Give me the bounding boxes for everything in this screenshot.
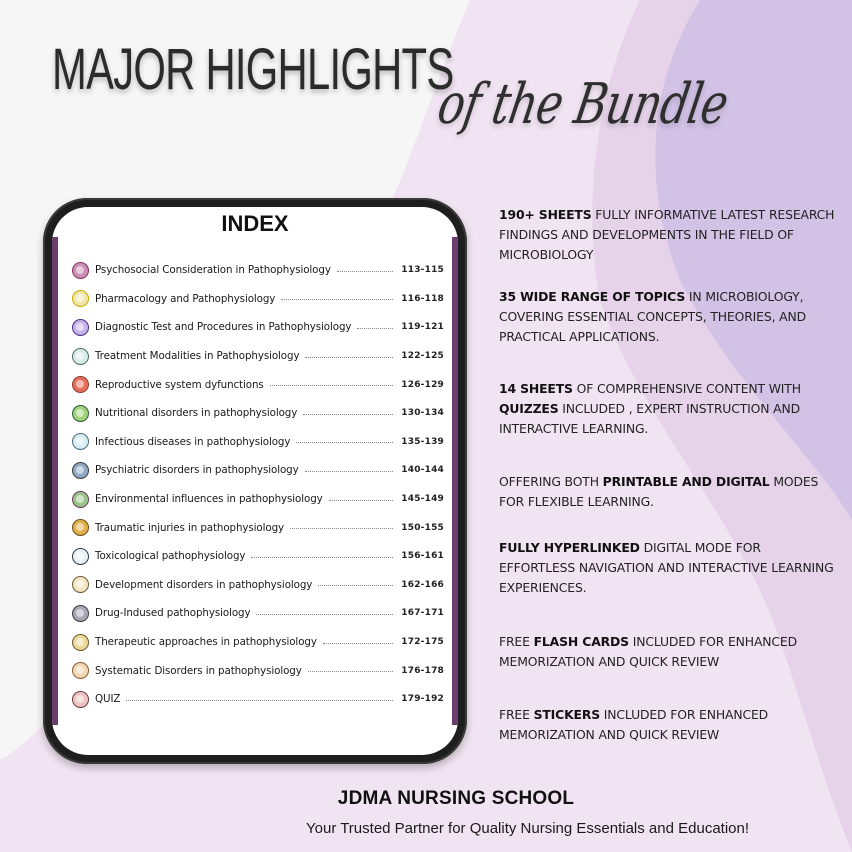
psychosocial-icon — [72, 262, 89, 279]
index-item[interactable] — [72, 313, 444, 342]
index-item[interactable] — [72, 285, 444, 314]
index-item-pages: 179-192 — [401, 694, 444, 705]
dot-leader — [251, 557, 393, 558]
highlight-emphasis: FULLY HYPERLINKED — [499, 540, 640, 555]
highlight-text: IN MICROBIOLOGY, COVERING ESSENTIAL CONCEPTS, THEORIES, AND PRACTICAL APPLICATIONS. — [499, 289, 806, 344]
index-item-pages: 167-171 — [401, 608, 444, 619]
index-item-pages: 176-178 — [401, 665, 444, 676]
index-item-label: Toxicological pathophysiology — [95, 550, 246, 563]
page-title: MAJOR HIGHLIGHTS — [52, 37, 454, 102]
index-item-label: Pharmacology and Pathophysiology — [95, 292, 276, 305]
highlight-text: FREE — [499, 634, 534, 649]
index-item[interactable] — [72, 370, 444, 399]
dot-leader — [318, 585, 393, 586]
index-item-pages: 126-129 — [401, 379, 444, 390]
highlight-emphasis: STICKERS — [533, 707, 601, 722]
index-item-pages: 150-155 — [401, 522, 444, 533]
index-item-label: Drug-Indused pathophysiology — [95, 607, 251, 620]
index-item-label: Psychiatric disorders in pathophysiology — [95, 464, 299, 477]
page-subtitle: of the Bundle — [433, 72, 733, 137]
index-item[interactable] — [72, 256, 444, 285]
dot-leader — [270, 385, 394, 386]
index-item-label: Treatment Modalities in Pathophysiology — [95, 350, 300, 363]
index-item[interactable] — [72, 599, 444, 628]
index-item-label: Psychosocial Consideration in Pathophysiology — [95, 264, 331, 277]
environmental-icon — [72, 491, 89, 508]
highlight-item — [499, 205, 839, 264]
index-item[interactable] — [72, 628, 444, 657]
highlight-text: MODES FOR FLEXIBLE LEARNING. — [499, 474, 819, 509]
systematic-icon — [72, 662, 89, 679]
dot-leader — [296, 442, 393, 443]
tablet-screen — [52, 207, 458, 755]
index-item-pages: 119-121 — [401, 322, 444, 333]
diagnostic-icon — [72, 319, 89, 336]
dot-leader — [357, 328, 393, 329]
index-item-pages: 130-134 — [401, 408, 444, 419]
screen-accent-right — [452, 237, 458, 725]
quiz-icon — [72, 691, 89, 708]
highlight-emphasis: 14 SHEETS — [499, 381, 573, 396]
highlight-text: FREE — [499, 707, 534, 722]
dot-leader — [303, 414, 393, 415]
index-item[interactable] — [72, 342, 444, 371]
index-item-label: QUIZ — [95, 693, 121, 706]
tablet-frame — [43, 198, 467, 764]
index-item[interactable] — [72, 656, 444, 685]
index-item-pages: 140-144 — [401, 465, 444, 476]
dot-leader — [305, 357, 393, 358]
highlight-text: OF COMPREHENSIVE CONTENT WITH — [572, 381, 801, 396]
toxicology-icon — [72, 548, 89, 565]
highlight-emphasis: FLASH CARDS — [533, 634, 629, 649]
highlight-text: INCLUDED , EXPERT INSTRUCTION AND INTERACTIVE LEARNING. — [499, 400, 800, 436]
treatment-icon — [72, 348, 89, 365]
index-item-pages: 116-118 — [401, 293, 444, 304]
index-item[interactable] — [72, 542, 444, 571]
index-item[interactable] — [72, 456, 444, 485]
dot-leader — [337, 271, 393, 272]
index-item-pages: 145-149 — [401, 494, 444, 505]
index-item-label: Reproductive system dyfunctions — [95, 378, 264, 391]
index-item-label: Infectious diseases in pathophysiology — [95, 435, 291, 448]
brand-name: JDMA NURSING SCHOOL — [337, 788, 575, 809]
index-item-label: Diagnostic Test and Procedures in Pathophysiology — [95, 321, 352, 334]
highlight-item — [499, 472, 839, 512]
highlight-item — [499, 538, 839, 597]
index-item-pages: 122-125 — [401, 351, 444, 362]
pharmacology-icon — [72, 290, 89, 307]
index-item-pages: 135-139 — [401, 436, 444, 447]
dot-leader — [126, 700, 393, 701]
highlight-item — [499, 705, 839, 745]
psychiatric-icon — [72, 462, 89, 479]
index-item[interactable] — [72, 399, 444, 428]
highlight-item — [499, 632, 839, 672]
drug-icon — [72, 605, 89, 622]
highlight-emphasis: 35 WIDE RANGE OF TOPICS — [499, 289, 686, 304]
index-item[interactable] — [72, 513, 444, 542]
index-item[interactable] — [72, 685, 444, 714]
highlight-emphasis: PRINTABLE AND DIGITAL — [602, 474, 770, 489]
reproductive-icon — [72, 376, 89, 393]
index-list — [72, 256, 444, 714]
dot-leader — [329, 500, 394, 501]
highlight-text: FULLY INFORMATIVE LATEST RESEARCH FINDINGS AND DEVELOPMENTS IN THE FIELD OF MICROBIOLOGY — [499, 207, 835, 262]
highlight-text: DIGITAL MODE FOR EFFORTLESS NAVIGATION AND INTERACTIVE LEARNING EXPERIENCES. — [499, 540, 834, 595]
index-item-label: Systematic Disorders in pathophysiology — [95, 664, 302, 677]
dot-leader — [305, 471, 394, 472]
index-item[interactable] — [72, 571, 444, 600]
dot-leader — [290, 528, 393, 529]
index-item-label: Therapeutic approaches in pathophysiology — [95, 636, 317, 649]
trauma-icon — [72, 519, 89, 536]
highlight-item — [499, 287, 839, 346]
development-icon — [72, 576, 89, 593]
index-item-pages: 172-175 — [401, 637, 444, 648]
highlight-text: OFFERING BOTH — [499, 474, 603, 489]
highlight-emphasis: QUIZZES — [499, 400, 559, 416]
screen-accent-left — [52, 237, 58, 725]
dot-leader — [308, 671, 394, 672]
index-item-pages: 156-161 — [401, 551, 444, 562]
highlight-emphasis: 190+ SHEETS — [499, 207, 592, 222]
index-item-label: Traumatic injuries in pathophysiology — [95, 521, 284, 534]
dot-leader — [281, 299, 393, 300]
index-item-pages: 162-166 — [401, 579, 444, 590]
highlight-text: INCLUDED FOR ENHANCED MEMORIZATION AND QUICK REVIEW — [499, 707, 769, 742]
dot-leader — [256, 614, 393, 615]
dot-leader — [323, 643, 393, 644]
highlight-text: INCLUDED FOR ENHANCED MEMORIZATION AND QUICK REVIEW — [499, 634, 797, 669]
index-item-label: Environmental influences in pathophysiology — [95, 493, 323, 506]
nutrition-icon — [72, 405, 89, 422]
index-item[interactable] — [72, 428, 444, 457]
therapeutic-icon — [72, 634, 89, 651]
index-item-label: Nutritional disorders in pathophysiology — [95, 407, 298, 420]
infectious-icon — [72, 433, 89, 450]
brand-tagline: Your Trusted Partner for Quality Nursing Essentials and Education! — [306, 820, 750, 837]
index-item-label: Development disorders in pathophysiology — [95, 578, 313, 591]
index-title: INDEX — [221, 211, 289, 236]
index-item-pages: 113-115 — [401, 265, 444, 276]
index-item[interactable] — [72, 485, 444, 514]
highlight-item — [499, 379, 839, 438]
